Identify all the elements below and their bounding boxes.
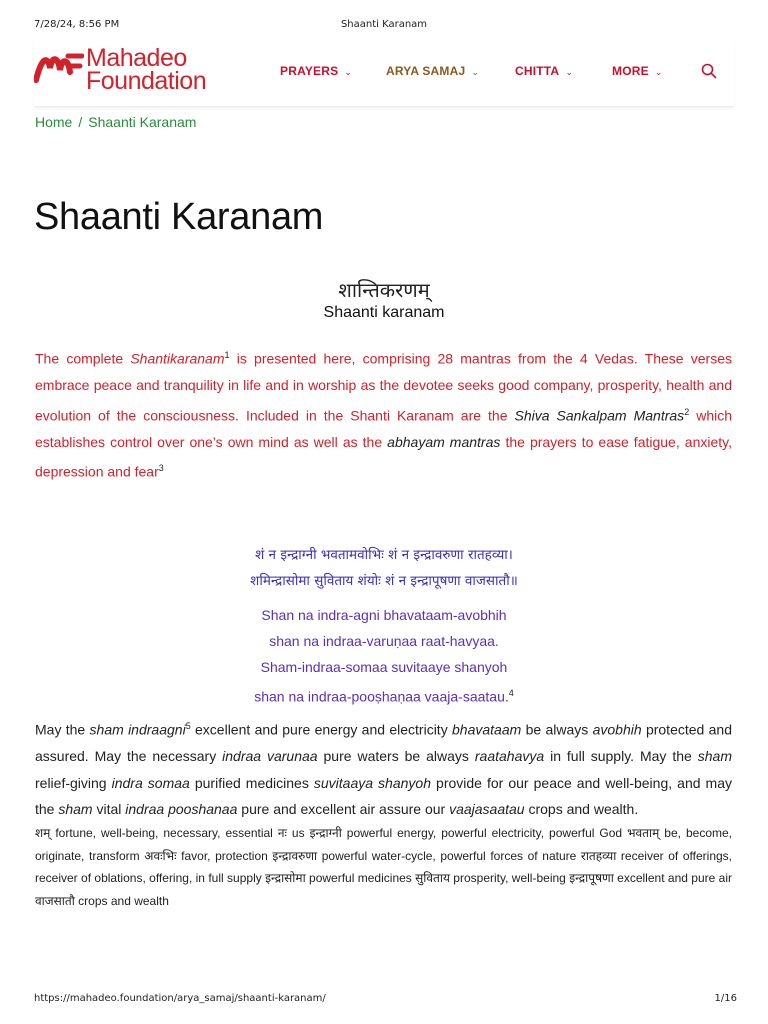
- meaning-term: sham: [58, 801, 93, 818]
- breadcrumb-current[interactable]: Shaanti Karanam: [88, 114, 197, 130]
- nav-prayers[interactable]: [280, 64, 352, 78]
- site-logo[interactable]: [34, 44, 224, 96]
- meaning-term: sham: [697, 748, 732, 765]
- footnote-ref-3[interactable]: 3: [158, 463, 164, 474]
- word-glossary: शम् fortune, well-being, necessary, essential नः us इन्द्राग्नी powerful energy, powerful electricity, powerful God भवताम् be, become, originate, transform अवःभिः favor, protection इन्द्रावरुणा powerful water-cycle, powerful forces of nature रातहव्या receiver of offerings, receiver of oblations, offering, in full supply इन्द्रासोमा powerful medicines सुविताय prosperity, well-being इन्द्रापूषणा excellent and pure air वाजसातौ crops and wealth: [35, 826, 732, 908]
- meaning-text: in full supply. May the: [544, 748, 698, 765]
- meaning-term: bhavataam: [452, 721, 522, 738]
- meaning-text: vital: [92, 801, 126, 818]
- verse-trans-line: Sham-indraa-somaa suvitaaye shanyoh: [260, 659, 508, 675]
- footnote-ref-2[interactable]: 2: [684, 406, 690, 417]
- footnote-ref-5[interactable]: 5: [185, 721, 191, 731]
- print-url: https://mahadeo.foundation/arya_samaj/shaanti-karanam/: [34, 993, 326, 1004]
- meaning-term: vaajasaatau: [449, 801, 525, 818]
- devanagari-title: शान्तिकरणम्: [338, 278, 430, 302]
- verse-trans-line: shan na indraa-varuṇaa raat-havyaa.: [269, 633, 499, 649]
- verse-dev-line: शमिन्द्रासोमा सुविताय शंयोः शं न इन्द्रापूषणा वाजसातौ॥: [250, 573, 518, 589]
- nav-chitta-label: CHITTA: [515, 64, 560, 78]
- nav-more[interactable]: [612, 64, 663, 78]
- intro-term-shantikaranam: Shantikaranam: [130, 350, 225, 367]
- intro-text: which establishes control over one’s own mind as well as the: [35, 407, 733, 450]
- meaning-text: relief-giving: [35, 774, 112, 791]
- logo-mark-icon: [34, 50, 84, 90]
- search-icon[interactable]: [701, 63, 717, 79]
- chevron-down-icon: ⌄: [344, 67, 353, 77]
- breadcrumb-home[interactable]: Home: [35, 114, 73, 130]
- nav-more-label: MORE: [612, 64, 649, 78]
- nav-chitta[interactable]: [515, 64, 573, 78]
- intro-text: The complete: [35, 350, 131, 367]
- verse-devanagari: [0, 542, 768, 594]
- chevron-down-icon: ⌄: [654, 67, 663, 77]
- intro-term-abhayam: abhayam mantras: [387, 433, 501, 450]
- meaning-term: indra somaa: [111, 774, 190, 791]
- meaning-term: avobhih: [592, 721, 642, 738]
- nav-arya-samaj-label: ARYA SAMAJ: [386, 64, 466, 78]
- page-title: Shaanti Karanam: [34, 196, 324, 238]
- verse-trans-line-last: [0, 680, 768, 710]
- meaning-term: indraa pooshanaa: [125, 801, 238, 818]
- intro-term-shiva-sankalpam: Shiva Sankalpam Mantras: [514, 407, 685, 424]
- intro-text: the prayers to ease fatigue, anxiety, depression and fear: [35, 433, 732, 480]
- footnote-ref-4[interactable]: 4: [508, 688, 514, 698]
- meaning-term: indraa varunaa: [222, 748, 318, 765]
- nav-arya-samaj[interactable]: [386, 64, 479, 78]
- meaning-text: pure waters be always: [317, 748, 475, 765]
- meaning-text: excellent and pure energy and electricity: [190, 721, 453, 738]
- breadcrumb: [35, 114, 196, 130]
- subtitle: Shaanti karanam: [323, 304, 445, 321]
- footnote-ref-1[interactable]: 1: [224, 350, 230, 360]
- meaning-term: raatahavya: [474, 748, 545, 765]
- meaning-text: pure and excellent air assure our: [237, 801, 450, 818]
- verse-transliteration: [0, 602, 768, 710]
- verse-trans-line: shan na indraa-pooṣhaṇaa vaaja-saatau.: [254, 688, 509, 705]
- print-page-number: 1/16: [714, 993, 737, 1004]
- print-header: [0, 19, 768, 33]
- chevron-down-icon: ⌄: [565, 67, 574, 77]
- print-datetime: 7/28/24, 8:56 PM: [34, 19, 120, 30]
- breadcrumb-separator: /: [78, 114, 83, 130]
- verse-dev-line: शं न इन्द्राग्नी भवतामवोभिः शं न इन्द्रावरुणा रातहव्या।: [255, 547, 513, 563]
- intro-paragraph: [35, 342, 732, 485]
- site-header: [34, 40, 734, 107]
- meaning-term: suvitaaya shanyoh: [313, 774, 431, 791]
- meaning-text: purified medicines: [189, 774, 314, 791]
- meaning-paragraph: [35, 713, 732, 823]
- meaning-text: protected and assured. May the necessary: [35, 721, 732, 765]
- logo-text-line2: Foundation: [86, 67, 207, 95]
- meaning-text: crops and wealth.: [524, 801, 639, 818]
- intro-text: is presented here, comprising 28 mantras from the 4 Vedas. These verses embrace peace and tranquility in life and in worship as the devotee seeks good company, prosperity, health and evolution of the consciousness. Included in the Shanti Karanam are the: [35, 350, 732, 424]
- meaning-text: May the: [35, 721, 90, 738]
- nav-prayers-label: PRAYERS: [280, 64, 339, 78]
- chevron-down-icon: ⌄: [471, 67, 480, 77]
- meaning-text: be always: [521, 721, 593, 738]
- meaning-text: provide for our peace and well-being, and may the: [35, 774, 733, 818]
- logo-text-line1: Mahadeo: [86, 44, 187, 72]
- print-doc-title: Shaanti Karanam: [340, 19, 428, 30]
- meaning-term: sham indraagni: [89, 721, 186, 738]
- verse-trans-line: Shan na indra-agni bhavataam-avobhih: [261, 607, 507, 623]
